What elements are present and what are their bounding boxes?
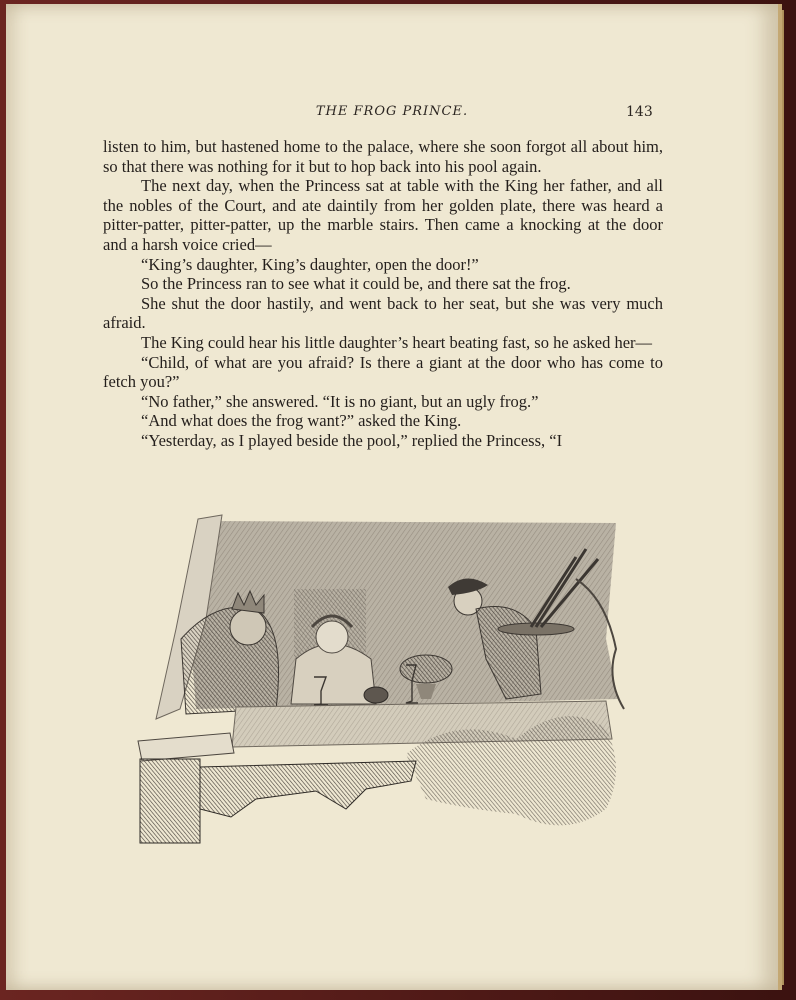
frog bbox=[364, 687, 388, 703]
paragraph: The next day, when the Princess sat at table with the King her father, and all the nobles of the Court, and ate daintily from her golden plate, there was heard a pitter-patter, pitter-patter, up the marble stairs. Then came a knocking at the door and a harsh voice cried— bbox=[103, 176, 663, 254]
paragraph: She shut the door hastily, and went back to her seat, but she was very much afraid. bbox=[103, 293, 663, 333]
paragraph: “No father,” she answered. “It is no giant, but an ugly frog.” bbox=[141, 391, 539, 411]
story-text bbox=[103, 137, 663, 451]
paragraph: listen to him, but hastened home to the palace, where she soon forgot all about him, so that there was nothing for it but to hop back into his pool again. bbox=[103, 137, 663, 176]
carved-bench bbox=[138, 733, 416, 843]
paragraph: “Child, of what are you afraid? Is there a giant at the door who has come to fetch you?” bbox=[103, 352, 663, 392]
paragraph: “And what does the frog want?” asked the King. bbox=[141, 411, 462, 431]
paragraph: The King could hear his little daughter’s heart beating fast, so he asked her— bbox=[141, 332, 653, 352]
paragraph: “Yesterday, as I played beside the pool,” replied the Princess, “I bbox=[141, 430, 563, 450]
banquet-illustration bbox=[136, 509, 636, 849]
book-page bbox=[6, 4, 782, 990]
running-title: THE FROG PRINCE. bbox=[315, 104, 469, 119]
paragraph: “King’s daughter, King’s daughter, open the door!” bbox=[141, 254, 479, 274]
paragraph: So the Princess ran to see what it could be, and there sat the frog. bbox=[141, 274, 571, 294]
page-number: 143 bbox=[626, 104, 653, 120]
